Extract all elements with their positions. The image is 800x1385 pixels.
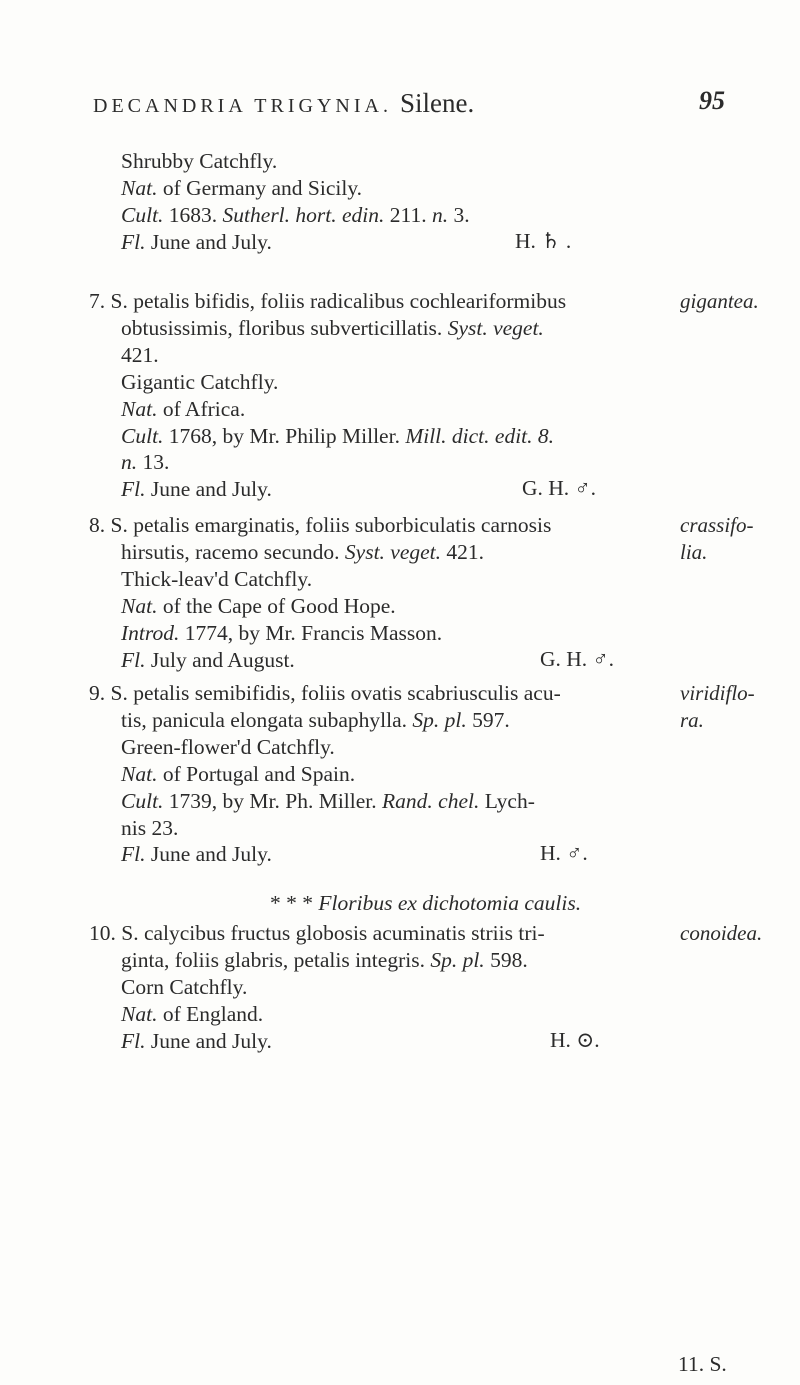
text-line (121, 788, 535, 814)
trivial-name: conoidea. (680, 921, 763, 945)
line-label: Nat. (121, 593, 158, 618)
line-text: S. petalis semibifidis, foliis ovatis scabriusculis acu- (110, 681, 561, 705)
line-label: Nat. (121, 761, 158, 786)
text-line (121, 229, 272, 255)
entry-number: 7. (89, 289, 111, 313)
text-line (121, 566, 312, 592)
line-text: Shrubby Catchfly. (121, 149, 278, 173)
line-text: ginta, foliis glabris, petalis integris. (121, 947, 431, 972)
text-line (121, 815, 178, 841)
reference: Sp. pl. (412, 707, 467, 732)
trivial-name: ra. (680, 707, 704, 732)
trivial-name: crassifo- (680, 513, 754, 537)
reference-tail: 3. (448, 202, 470, 227)
habit-symbol: H. ♄ . (515, 228, 572, 253)
line-label: Fl. (121, 1028, 146, 1053)
habit-symbol: H. ⊙. (550, 1027, 600, 1052)
line-text: tis, panicula elongata subaphylla. (121, 707, 413, 732)
trivial-name: gigantea. (680, 289, 759, 313)
page-header (93, 88, 760, 124)
text-line (121, 974, 247, 1000)
line-label: Nat. (121, 396, 158, 421)
line-label: Cult. (121, 788, 164, 813)
reference-tail: 598. (484, 947, 528, 972)
line-text: Gigantic Catchfly. (121, 369, 279, 394)
reference-tail: 211. (384, 202, 432, 227)
trivial-name: viridiflo- (680, 681, 755, 705)
habit-symbol: G. H. ♂. (522, 476, 597, 501)
text-line (89, 920, 545, 946)
reference-tail: Lych- (479, 788, 535, 813)
text-line (121, 593, 396, 619)
text-line (121, 761, 355, 787)
line-label: Cult. (121, 423, 164, 448)
line-text: S. petalis emarginatis, foliis suborbiculatis carnosis (110, 513, 552, 537)
line-label: n. (121, 450, 138, 475)
line-text: Green-flower'd Catchfly. (121, 734, 335, 759)
line-text: of England. (157, 1001, 264, 1026)
text-line (89, 288, 566, 314)
line-label: Fl. (121, 647, 146, 672)
habit-symbol: H. ♂. (540, 841, 588, 866)
text-line (121, 841, 272, 867)
genus-title: Silene. (399, 88, 475, 118)
text-line (121, 369, 278, 395)
line-label: Cult. (121, 202, 164, 227)
line-text: June and July. (145, 842, 272, 867)
reference: Syst. veget. (344, 539, 442, 564)
line-text: S. petalis bifidis, foliis radicalibus cochleariformibus (110, 289, 567, 313)
line-text: S. calycibus fructus globosis acuminatis striis tri- (121, 921, 545, 945)
line-text: Corn Catchfly. (121, 974, 248, 999)
entry-number: 8. (89, 513, 111, 537)
line-text: of the Cape of Good Hope. (157, 593, 396, 618)
reference-tail: 421. (441, 539, 485, 564)
line-label: Fl. (121, 229, 146, 254)
line-text: 13. (137, 450, 170, 475)
text-line (121, 539, 484, 565)
line-text: June and July. (145, 1028, 272, 1053)
text-line (121, 1028, 272, 1054)
text-line (121, 423, 554, 449)
line-text: hirsutis, racemo secundo. (121, 539, 345, 564)
text-line (121, 202, 470, 228)
line-text: nis 23. (121, 815, 179, 840)
line-text: 1739, by Mr. Ph. Miller. (163, 788, 383, 813)
text-line (121, 175, 362, 201)
reference-tail: n. (431, 202, 449, 227)
line-text: 421. (121, 342, 159, 367)
trivial-name: lia. (680, 539, 708, 564)
text-line (121, 148, 277, 174)
habit-symbol: G. H. ♂. (540, 646, 615, 671)
entry-number: 10. (89, 921, 122, 945)
line-text: June and July. (145, 477, 272, 502)
text-line (89, 512, 551, 538)
asterisks: * * * (270, 891, 319, 915)
text-line (121, 1001, 263, 1027)
running-title: DECANDRIA TRIGYNIA. Silene. (93, 88, 475, 118)
catchword: 11. S. (678, 1352, 727, 1376)
line-text: 1683. (163, 202, 223, 227)
text-line (121, 707, 510, 733)
line-label: Nat. (121, 1001, 158, 1026)
line-text: of Germany and Sicily. (157, 175, 363, 200)
reference: Sutherl. hort. edin. (222, 202, 385, 227)
text-line (121, 396, 245, 422)
line-text: 1774, by Mr. Francis Masson. (179, 620, 443, 645)
reference: Rand. chel. (382, 788, 480, 813)
line-text: of Portugal and Spain. (157, 761, 356, 786)
subdivision-heading (270, 890, 581, 916)
line-text: 1768, by Mr. Philip Miller. (163, 423, 406, 448)
line-text: July and August. (145, 647, 295, 672)
line-text: of Africa. (157, 396, 246, 421)
reference: Sp. pl. (430, 947, 485, 972)
line-text: Thick-leav'd Catchfly. (121, 566, 313, 591)
line-text: obtusissimis, floribus subverticillatis. (121, 315, 448, 340)
text-line (121, 734, 335, 760)
line-label: Fl. (121, 842, 146, 867)
page-number: 95 (699, 86, 725, 115)
text-line (121, 342, 159, 368)
reference: Syst. veget. (447, 315, 544, 340)
text-line (121, 476, 272, 502)
text-line (121, 647, 295, 673)
entry-number: 9. (89, 681, 111, 705)
text-line (89, 680, 561, 706)
line-label: Fl. (121, 477, 146, 502)
reference: Mill. dict. edit. 8. (405, 423, 555, 448)
line-label: Nat. (121, 175, 158, 200)
text-line (121, 947, 528, 973)
line-label: Introd. (121, 620, 180, 645)
reference-tail: 597. (466, 707, 510, 732)
heading-text: Floribus ex dichotomia caulis. (318, 891, 582, 915)
text-line (121, 315, 544, 341)
text-line (121, 620, 442, 646)
text-line (121, 449, 169, 475)
line-text: June and July. (145, 229, 272, 254)
